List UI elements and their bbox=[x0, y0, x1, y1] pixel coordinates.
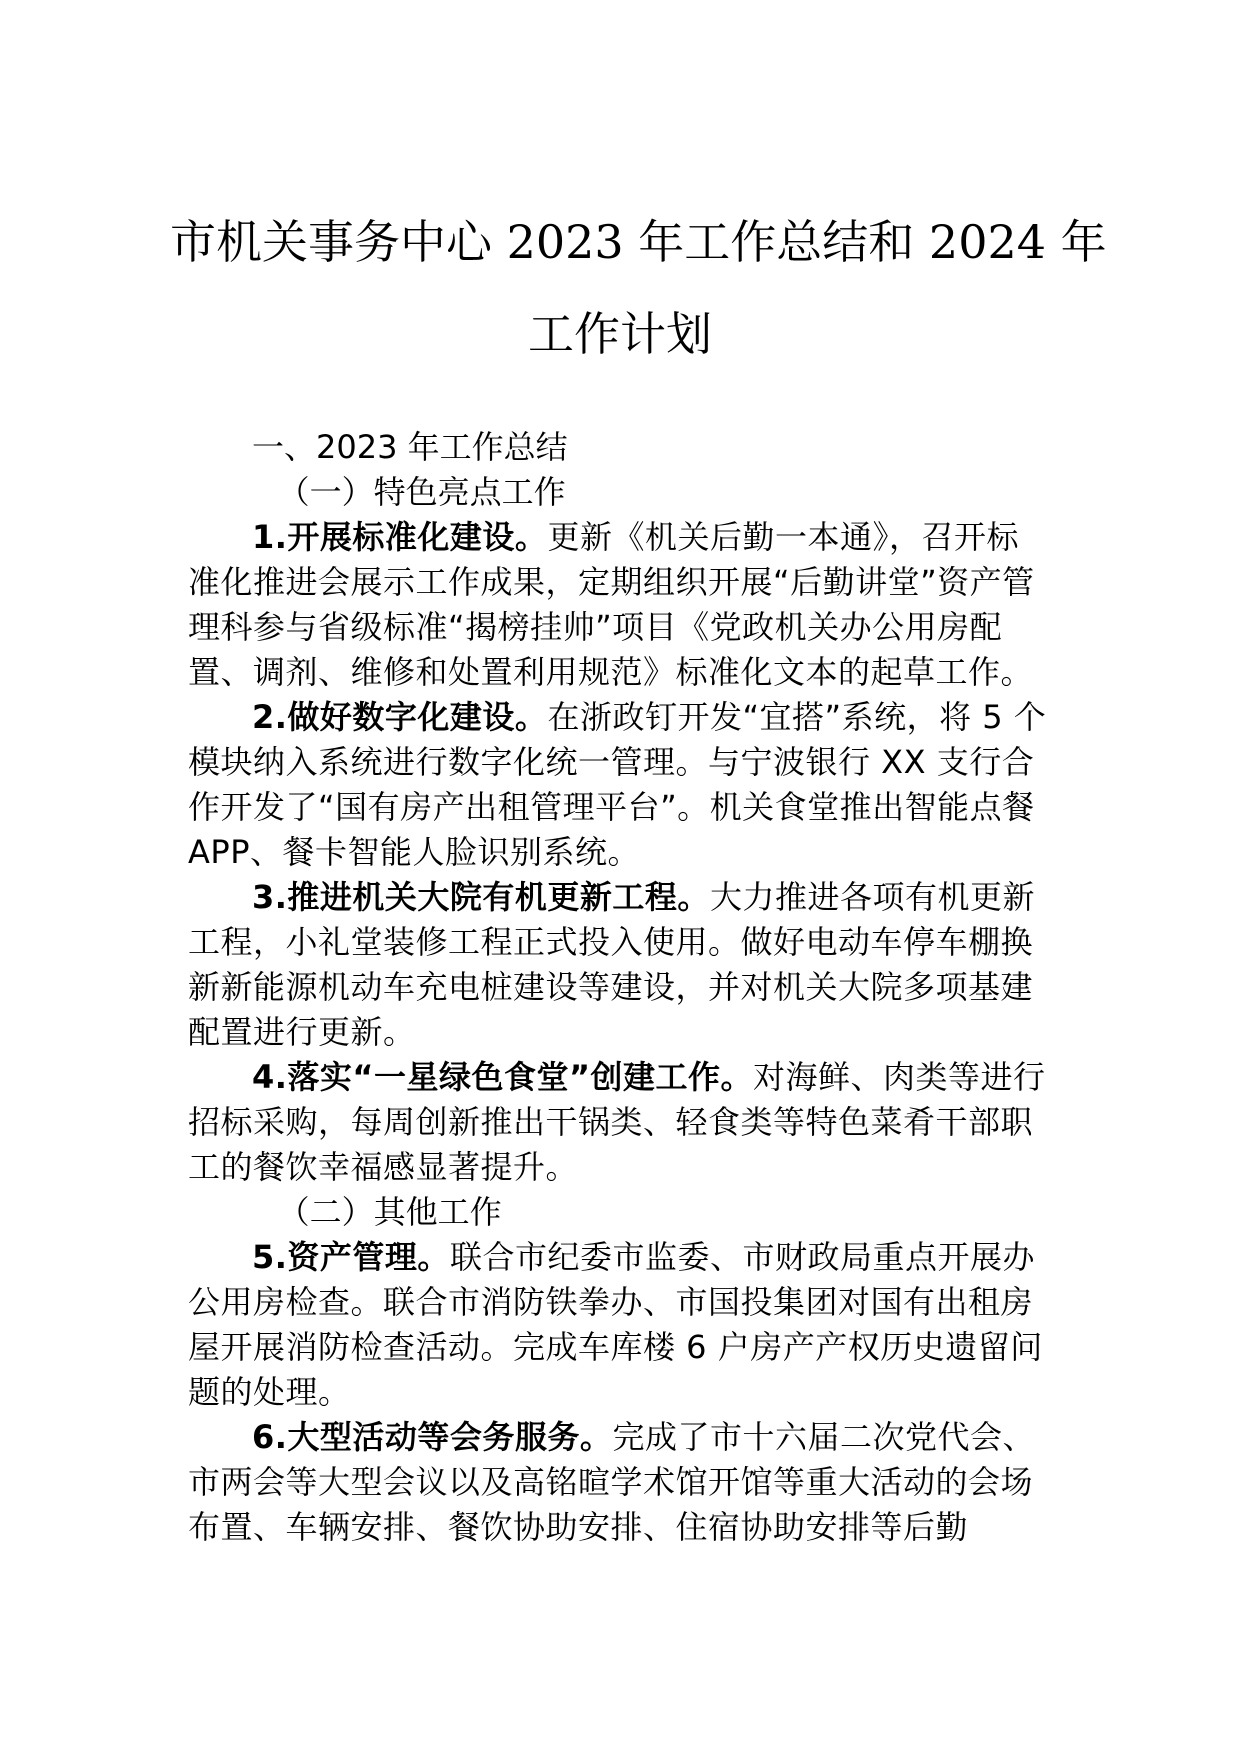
title-line-1: 市机关事务中心 2023 年工作总结和 2024 年 bbox=[170, 215, 1107, 269]
paragraph-item-3 bbox=[188, 875, 1048, 1055]
item-text: 完成了市十六届二次党代会、市两会等大型会议以及高铭暄学术馆开馆等重大活动的会场布置、车辆安排、餐饮协助安排、住宿协助安排等后勤 bbox=[188, 1418, 1035, 1546]
paragraph-item-6 bbox=[188, 1415, 1048, 1550]
item-text: 更新《机关后勤一本通》，召开标准化推进会展示工作成果，定期组织开展“后勤讲堂”资产管理科参与省级标准“揭榜挂帅”项目《党政机关办公用房配置、调剂、维修和处置利用规范》标准化文本的起草工作。 bbox=[188, 518, 1035, 691]
item-text: 大力推进各项有机更新工程，小礼堂装修工程正式投入使用。做好电动车停车棚换新新能源机动车充电桩建设等建设，并对机关大院多项基建配置进行更新。 bbox=[188, 878, 1035, 1051]
paragraph-item-4 bbox=[188, 1055, 1048, 1190]
item-lead: 3.推进机关大院有机更新工程。 bbox=[252, 878, 710, 916]
item-text: 对海鲜、肉类等进行招标采购，每周创新推出干锅类、轻食类等特色菜肴干部职工的餐饮幸福感显著提升。 bbox=[188, 1058, 1046, 1186]
item-lead: 4.落实“一星绿色食堂”创建工作。 bbox=[252, 1058, 753, 1096]
document-title bbox=[170, 196, 1107, 380]
item-lead: 2.做好数字化建设。 bbox=[252, 698, 548, 736]
item-text: 联合市纪委市监委、市财政局重点开展办公用房检查。联合市消防铁拳办、市国投集团对国有出租房屋开展消防检查活动。完成车库楼 6 户房产产权历史遗留问题的处理。 bbox=[188, 1238, 1043, 1411]
document-body bbox=[188, 425, 1048, 1550]
section-heading: 一、2023 年工作总结 bbox=[252, 428, 568, 466]
item-text: 在浙政钉开发“宜搭”系统，将 5 个模块纳入系统进行数字化统一管理。与宁波银行 XX 支行合作开发了“国有房产出租管理平台”。机关食堂推出智能点餐 APP、餐卡智能人脸识别系统。 bbox=[188, 698, 1047, 871]
subsection-heading: （一）特色亮点工作 bbox=[277, 473, 566, 511]
subsection-heading-2: （二）其他工作 bbox=[277, 1193, 502, 1231]
paragraph-item-2 bbox=[188, 695, 1048, 875]
paragraph-item-5 bbox=[188, 1235, 1048, 1415]
item-lead: 5.资产管理。 bbox=[252, 1238, 450, 1276]
item-lead: 6.大型活动等会务服务。 bbox=[252, 1418, 613, 1456]
paragraph-item-1 bbox=[188, 515, 1048, 695]
title-line-2: 工作计划 bbox=[528, 307, 712, 361]
item-lead: 1.开展标准化建设。 bbox=[252, 518, 548, 556]
